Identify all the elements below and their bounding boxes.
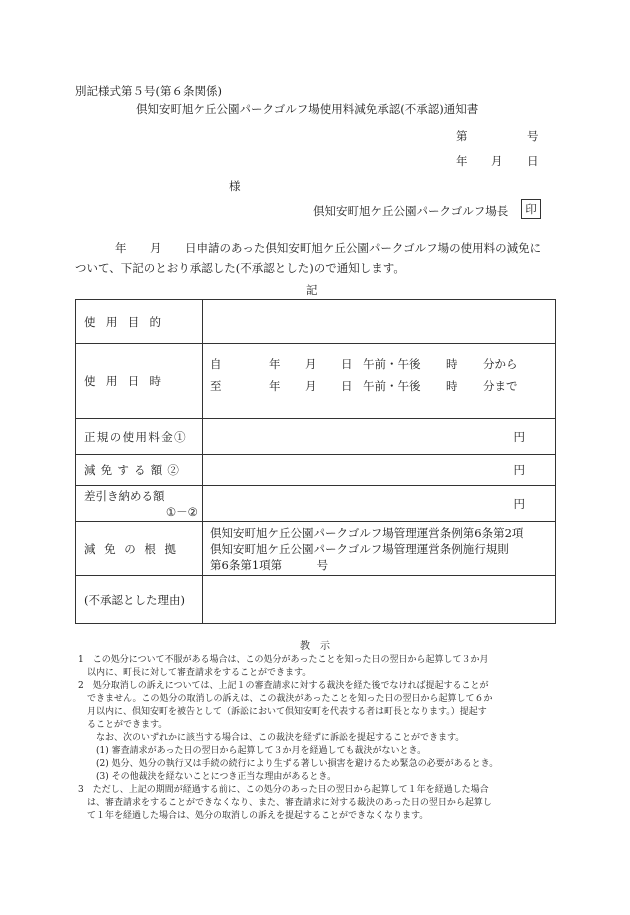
fee-yen: 円 — [203, 419, 556, 455]
day-label: 日 — [527, 154, 539, 168]
basis-value — [203, 522, 556, 576]
body-year: 年 — [115, 241, 127, 255]
instruction-line-13: て１年を経過した場合は、処分の取消しの訴えを提起することができなくなります。 — [87, 811, 429, 821]
from-year: 年 — [269, 357, 281, 371]
month-label: 月 — [491, 154, 503, 168]
instruction-line-9: (2) 処分、処分の執行又は手続の続行により生ずる著しい損害を避けるため緊急の必要があるとき。 — [96, 759, 499, 769]
to-ampm: 午前・午後 — [363, 379, 421, 393]
to-day: 日 — [341, 379, 353, 393]
issuer-name: 倶知安町旭ケ丘公園パークゴルフ場長 — [313, 204, 509, 218]
basis-line-2: 倶知安町旭ケ丘公園パークゴルフ場管理運営条例施行規則 — [210, 541, 509, 556]
go-label: 号 — [527, 129, 539, 143]
to-minute: 分まで — [483, 379, 518, 393]
instruction-line-7: なお、次のいずれかに該当する場合は、この裁決を経ずに訴訟を提起することができます。 — [96, 733, 465, 743]
to-hour: 時 — [446, 379, 458, 393]
discount-label: 減免する額② — [76, 455, 203, 486]
form-number: 別記様式第５号(第６条関係) — [75, 84, 222, 98]
datetime-label: 使用日時 — [76, 344, 203, 419]
instruction-line-5: 月以内に、倶知安町を被告として（訴訟において倶知安町を代表する者は町長となります。）提起す — [87, 707, 487, 717]
body-line-1: 日申請のあった倶知安町旭ケ丘公園パークゴルフ場の使用料の減免に — [185, 241, 542, 255]
row-datetime — [76, 344, 556, 419]
row-fee — [76, 419, 556, 455]
from-day: 日 — [341, 357, 353, 371]
instruction-line-12: は、審査請求をすることができなくなり、また、審査請求に対する裁決のあった日の翌日から起算し — [87, 798, 492, 808]
form-table — [75, 299, 556, 624]
reason-label: (不承認とした理由) — [76, 576, 203, 624]
datetime-value — [203, 344, 556, 419]
fee-label: 正規の使用料金① — [76, 419, 203, 455]
discount-yen: 円 — [203, 455, 556, 486]
instruction-line-1: 1 この処分について不服がある場合は、この処分があったことを知った日の翌日から起算して３か月 — [78, 655, 489, 665]
recipient-sama: 様 — [229, 179, 241, 193]
document-title: 倶知安町旭ケ丘公園パークゴルフ場使用料減免承認(不承認)通知書 — [136, 102, 479, 116]
body-line-2: ついて、下記のとおり承認した(不承認とした)ので通知します。 — [75, 261, 405, 275]
basis-line-3: 第6条第1項第 号 — [210, 557, 329, 572]
instruction-line-8: (1) 審査請求があった日の翌日から起算して３か月を経過しても裁決がないとき。 — [96, 746, 427, 756]
reason-value — [203, 576, 556, 624]
instruction-line-4: できません。この処分の取消しの訴えは、この裁決があったことを知った日の翌日から起算して６か — [87, 694, 493, 704]
instruction-line-3: 2 処分取消しの訴えについては、上記１の審査請求に対する裁決を経た後でなければ提起することが — [78, 681, 489, 691]
row-purpose — [76, 300, 556, 344]
net-label-line-2: ①－② — [165, 504, 198, 519]
basis-label: 減免の根拠 — [76, 522, 203, 576]
from-minute: 分から — [483, 357, 518, 371]
year-label: 年 — [456, 154, 468, 168]
dai-label: 第 — [456, 129, 468, 143]
instructions-block — [78, 654, 498, 823]
to-shi: 至 — [210, 379, 222, 393]
instructions-heading: 教 示 — [300, 641, 330, 652]
seal-mark: 印 — [521, 199, 541, 219]
net-label — [76, 486, 203, 522]
instruction-line-6: ることができます。 — [87, 720, 168, 730]
body-month: 月 — [150, 241, 162, 255]
basis-line-1: 倶知安町旭ケ丘公園パークゴルフ場管理運営条例第6条第2項 — [210, 525, 524, 540]
instruction-line-11: 3 ただし、上記の期間が経過する前に、この処分のあった日の翌日から起算して１年を経過した場合 — [78, 785, 489, 795]
row-net — [76, 486, 556, 522]
instruction-line-10: (3) その他裁決を経ないことにつき正当な理由があるとき。 — [96, 772, 337, 782]
ki-heading: 記 — [306, 283, 318, 297]
net-yen: 円 — [203, 486, 556, 522]
from-hour: 時 — [446, 357, 458, 371]
row-reason — [76, 576, 556, 624]
net-label-line-1: 差引き納める額 — [84, 488, 165, 503]
purpose-label: 使用目的 — [76, 300, 203, 344]
row-discount — [76, 455, 556, 486]
from-ampm: 午前・午後 — [363, 357, 421, 371]
to-year: 年 — [269, 379, 281, 393]
to-month: 月 — [305, 379, 317, 393]
instruction-line-2: 以内に、町長に対して審査請求をすることができます。 — [87, 668, 312, 678]
from-ji: 自 — [210, 357, 222, 371]
from-month: 月 — [305, 357, 317, 371]
row-basis — [76, 522, 556, 576]
purpose-value — [203, 300, 556, 344]
